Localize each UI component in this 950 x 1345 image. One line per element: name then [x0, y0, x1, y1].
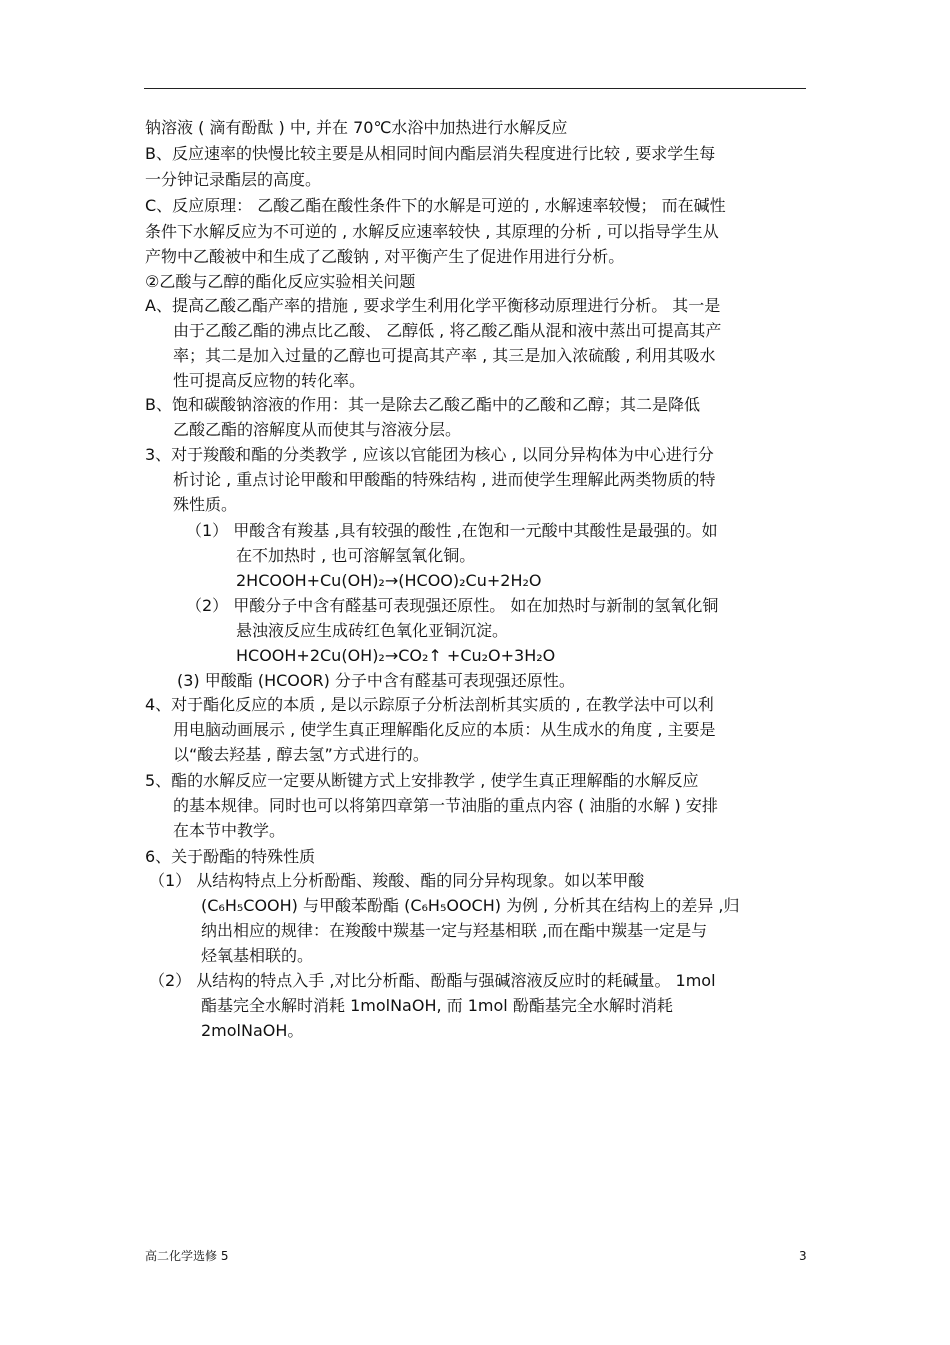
- chemical-equation: 2HCOOH+Cu(OH)₂→(HCOO)₂Cu+2H₂O: [236, 571, 542, 590]
- list-item: A、提高乙酸乙酯产率的措施 , 要求学生利用化学平衡移动原理进行分析。 其一是: [145, 296, 721, 315]
- list-item: （1） 从结构特点上分析酚酯、羧酸、酯的同分异构现象。如以苯甲酸: [149, 871, 645, 890]
- text-line: 条件下水解反应为不可逆的 , 水解反应速率较快 , 其原理的分析 , 可以指导学生从: [145, 222, 719, 241]
- list-item: （2） 从结构的特点入手 ,对比分析酯、酚酯与强碱溶液反应时的耗碱量。 1mol: [149, 971, 716, 990]
- text-line: 纳出相应的规律：在羧酸中羰基一定与羟基相联 ,而在酯中羰基一定是与: [201, 921, 708, 940]
- list-item: （1） 甲酸含有羧基 ,具有较强的酸性 ,在饱和一元酸中其酸性是最强的。如: [186, 521, 718, 540]
- text-line: 率；其二是加入过量的乙醇也可提高其产率 , 其三是加入浓硫酸 , 利用其吸水: [173, 346, 716, 365]
- page-number: 3: [799, 1249, 807, 1263]
- text-line: 在不加热时 , 也可溶解氢氧化铜。: [236, 546, 476, 565]
- text-line: 殊性质。: [173, 495, 238, 514]
- text-line: 一分钟记录酯层的高度。: [145, 170, 322, 189]
- text-line: 悬浊液反应生成砖红色氧化亚铜沉淀。: [236, 621, 509, 640]
- text-line: 烃氧基相联的。: [201, 946, 314, 965]
- list-item: 6、关于酚酯的特殊性质: [145, 847, 316, 866]
- list-item: 5、酯的水解反应一定要从断键方式上安排教学 , 使学生真正理解酯的水解反应: [145, 771, 699, 790]
- list-item: （2） 甲酸分子中含有醛基可表现强还原性。 如在加热时与新制的氢氧化铜: [186, 596, 719, 615]
- text-line: 的基本规律。同时也可以将第四章第一节油脂的重点内容 ( 油脂的水解 ) 安排: [173, 796, 718, 815]
- text-line: 由于乙酸乙酯的沸点比乙酸、 乙醇低 , 将乙酸乙酯从混和液中蒸出可提高其产: [173, 321, 722, 340]
- text-line: 用电脑动画展示 , 使学生真正理解酯化反应的本质：从生成水的角度 , 主要是: [173, 720, 716, 739]
- list-item: B、饱和碳酸钠溶液的作用：其一是除去乙酸乙酯中的乙酸和乙醇；其二是降低: [145, 395, 700, 414]
- text-line: 析讨论 , 重点讨论甲酸和甲酸酯的特殊结构 , 进而使学生理解此两类物质的特: [173, 470, 716, 489]
- text-line: 在本节中教学。: [173, 821, 286, 840]
- text-line: 酯基完全水解时消耗 1molNaOH, 而 1mol 酚酯基完全水解时消耗: [201, 996, 673, 1015]
- text-line: 2molNaOH。: [201, 1021, 304, 1040]
- text-line: C、反应原理： 乙酸乙酯在酸性条件下的水解是可逆的 , 水解速率较慢； 而在碱性: [145, 196, 726, 215]
- section-heading: ②乙酸与乙醇的酯化反应实验相关问题: [145, 272, 416, 291]
- list-item: (3) 甲酸酯 (HCOOR) 分子中含有醛基可表现强还原性。: [177, 671, 575, 690]
- chemical-equation: HCOOH+2Cu(OH)₂→CO₂↑ +Cu₂O+3H₂O: [236, 646, 556, 665]
- text-line: B、反应速率的快慢比较主要是从相同时间内酯层消失程度进行比较 , 要求学生每: [145, 144, 716, 163]
- list-item: 3、对于羧酸和酯的分类教学 , 应该以官能团为核心 , 以同分异构体为中心进行分: [145, 445, 714, 464]
- list-item: 4、对于酯化反应的本质 , 是以示踪原子分析法剖析其实质的 , 在教学法中可以利: [145, 695, 714, 714]
- footer-course-label: 高二化学选修 5: [145, 1249, 229, 1263]
- text-line: 性可提高反应物的转化率。: [173, 371, 366, 390]
- text-line: 钠溶液 ( 滴有酚酞 ) 中, 并在 70℃水浴中加热进行水解反应: [145, 118, 568, 137]
- header-rule: [144, 88, 806, 89]
- text-line: (C₆H₅COOH) 与甲酸苯酚酯 (C₆H₅OOCH) 为例 , 分析其在结构上的差异 ,归: [201, 896, 740, 915]
- text-line: 以“酸去羟基 , 醇去氢”方式进行的。: [173, 745, 429, 764]
- text-line: 乙酸乙酯的溶解度从而使其与溶液分层。: [173, 420, 462, 439]
- text-line: 产物中乙酸被中和生成了乙酸钠 , 对平衡产生了促进作用进行分析。: [145, 247, 625, 266]
